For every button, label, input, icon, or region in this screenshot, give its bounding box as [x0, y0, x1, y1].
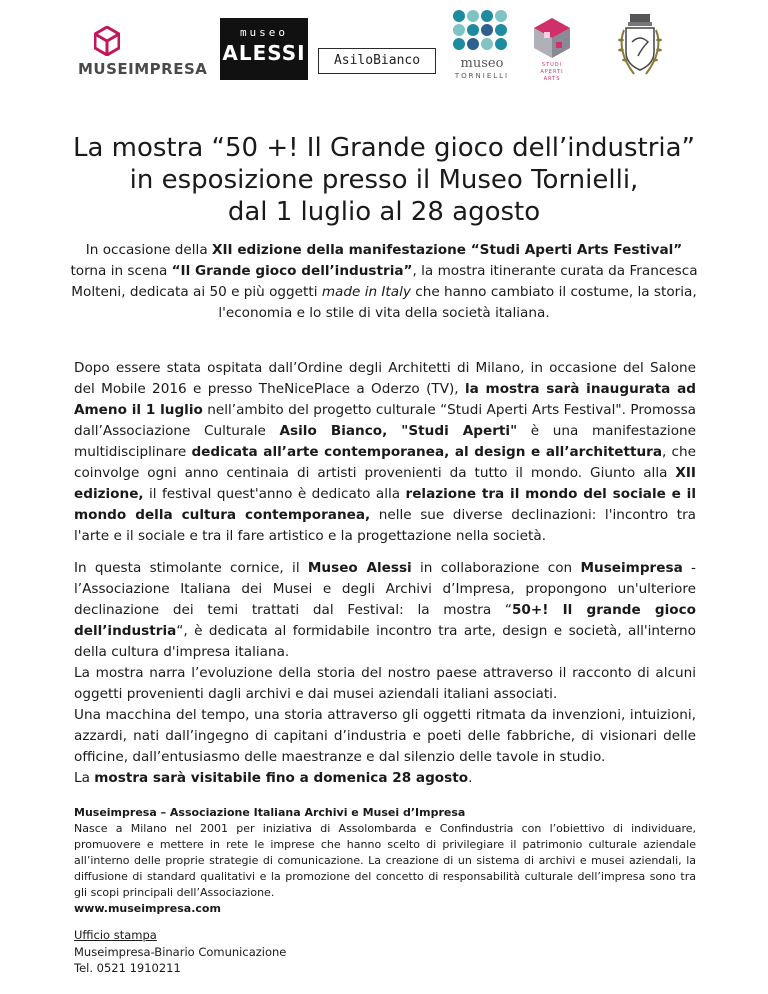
alessi-museo-text: museo	[239, 26, 289, 39]
p2-bold: Museimpresa	[580, 560, 683, 576]
press-office-contact	[74, 927, 286, 977]
press-office-label: Ufficio stampa	[74, 928, 157, 942]
intro-text: che hanno cambiato il costume, la storia, l'economia e lo stile di vita della società italiana.	[218, 284, 697, 321]
body-paragraph-1	[74, 358, 696, 547]
museimpresa-cube-icon	[94, 26, 120, 56]
title-line-3: dal 1 luglio al 28 agosto	[227, 197, 541, 227]
press-office-agency: Museimpresa-Binario Comunicazione	[74, 944, 287, 959]
p1-text: Dopo essere stata ospitata dall’Ordine degli Architetti di Milano, in occasione del Salone del Mobile 2016 e presso TheNicePlace a Oderzo (TV),	[74, 360, 696, 397]
p1-bold: la mostra sarà inaugurata ad Ameno il 1 luglio	[74, 381, 696, 418]
p2-text: “, è dedicata al formidabile incontro tra arte, design e società, all'interno della cultura d'impresa italiana.	[74, 623, 696, 660]
p2-line-1	[74, 558, 696, 663]
press-release-title	[60, 132, 708, 228]
p2-text: .	[468, 770, 473, 786]
intro-text: In occasione della	[85, 242, 212, 258]
intro-italic: made in Italy	[321, 284, 411, 300]
p2-text: La	[74, 770, 95, 786]
logo-strip	[0, 0, 768, 90]
p1-text: nelle sue diverse declinazioni: l'incontro tra l'arte e il sociale e tra il fare artistico e la progettazione nella società.	[74, 507, 696, 544]
intro-text: torna in scena	[70, 263, 172, 279]
p2-bold: Museo Alessi	[307, 560, 412, 576]
intro-paragraph	[66, 240, 702, 324]
p2-line-3: Una macchina del tempo, una storia attraverso gli oggetti ritmata da invenzioni, intuizioni, azzardi, nati dall’ingegno di capitani d’industria e poeti delle fabbriche, di visionari delle officine, dall’entusiasmo delle maestranze e dal silenzio delle tavole in studio.	[74, 707, 696, 765]
intro-bold: “Il Grande gioco dell’industria”	[171, 263, 413, 279]
footer-body: Nasce a Milano nel 2001 per iniziativa di Assolombarda e Confindustria con l’obiettivo di individuare, promuovere e mettere in rete le imprese che hanno scelto di privilegiare il patrimonio culturale aziendale all’interno delle proprie strategie di comunicazione. La creazione di un sistema di archivi e musei aziendali, la diffusione di standard qualitativi e la promozione del concetto di responsabilità culturale dell’impresa sono tra gli scopi principali dell’Associazione.	[74, 822, 696, 899]
tornielli-museo-text: museo	[460, 56, 504, 71]
p1-text: è una manifestazione multidisciplinare	[74, 423, 697, 460]
studi-label-2: APERTI	[540, 69, 564, 75]
p2-line-2: La mostra narra l’evoluzione della storia del nostro paese attraverso il racconto di alcuni oggetti provenienti dagli archivi e dai musei aziendali italiani associati.	[74, 665, 696, 702]
museo-alessi-logo	[220, 18, 308, 80]
p2-line-4	[74, 768, 696, 789]
studi-label-3: ARTS	[543, 76, 561, 82]
p1-bold: relazione tra il mondo del sociale e il mondo della cultura contemporanea,	[74, 486, 696, 523]
p1-text: il festival quest'anno è dedicato alla	[143, 486, 406, 502]
p1-bold: dedicata all’arte contemporanea, al design e all’architettura	[191, 444, 663, 460]
studi-aperti-mosaic-icon	[530, 16, 574, 60]
title-line-1: La mostra “50 +! Il Grande gioco dell’industria”	[72, 133, 696, 163]
comune-crest-logo	[612, 12, 668, 82]
footer-website-link[interactable]: www.museimpresa.com	[74, 902, 221, 915]
p2-text: - l’Associazione Italiana dei Musei e degli Archivi d’Impresa, propongono un'ulteriore declinazione dei temi trattati dal Festival: la mostra “	[74, 560, 696, 618]
footer-heading: Museimpresa – Associazione Italiana Archivi e Musei d’Impresa	[74, 806, 466, 819]
studi-label-1: STUDI	[541, 62, 563, 68]
museimpresa-logo	[78, 26, 210, 78]
p2-text: in collaborazione con	[411, 560, 581, 576]
studi-aperti-logo	[530, 16, 574, 82]
body-paragraph-2	[74, 558, 696, 789]
asilo-bianco-logo: AsiloBianco	[318, 48, 436, 74]
studi-aperti-label	[530, 62, 574, 83]
museimpresa-footer	[74, 805, 696, 917]
tornielli-name-text: TORNIELLI	[454, 72, 510, 80]
tornielli-dots-icon	[449, 8, 515, 54]
p1-text: nell’ambito del progetto culturale “Studi Aperti Arts Festival". Promossa dall’Associazione Culturale	[74, 402, 696, 439]
p1-bold: Asilo Bianco, "Studi Aperti"	[279, 423, 518, 439]
p1-bold: XII edizione,	[74, 465, 696, 502]
museimpresa-wordmark: MUSEIMPRESA	[78, 60, 208, 78]
p2-text: In questa stimolante cornice, il	[74, 560, 308, 576]
title-line-2: in esposizione presso il Museo Tornielli,	[129, 165, 639, 195]
p1-text: , che coinvolge ogni anno centinaia di artisti provenienti da tutto il mondo. Giunto alla	[74, 444, 696, 481]
p2-bold: mostra sarà visitabile fino a domenica 28 agosto	[94, 770, 469, 786]
museo-tornielli-logo	[449, 8, 515, 82]
municipal-crest-icon	[612, 12, 668, 82]
press-office-phone: Tel. 0521 1910211	[74, 961, 181, 975]
p2-bold: 50+! Il grande gioco dell’industria	[74, 602, 696, 639]
alessi-wordmark: ALESSI	[222, 41, 306, 65]
intro-text: , la mostra itinerante curata da Francesca Molteni, dedicata ai 50 e più oggetti	[71, 263, 698, 300]
intro-bold: XII edizione della manifestazione “Studi Aperti Arts Festival”	[211, 242, 683, 258]
